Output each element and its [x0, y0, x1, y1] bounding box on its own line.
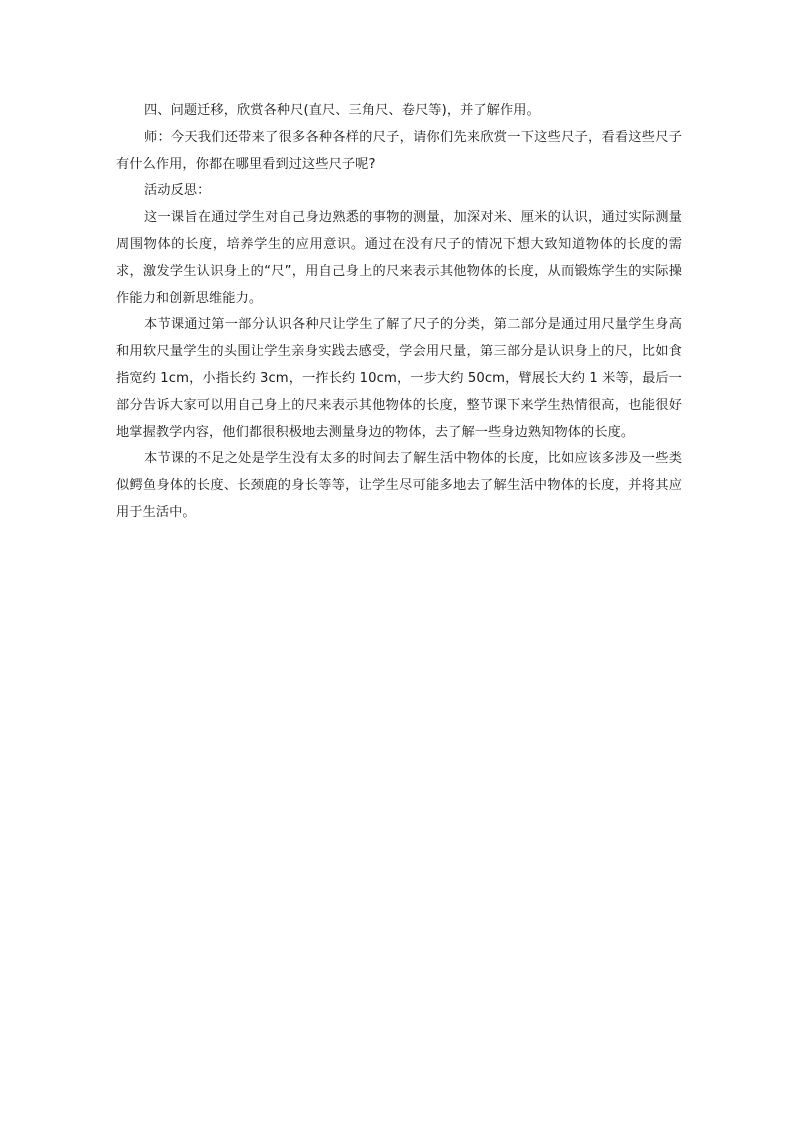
paragraph-reflection-purpose: 这一课旨在通过学生对自己身边熟悉的事物的测量，加深对米、厘米的认识，通过实际测量周围物体的长度，培养学生的应用意识。通过在没有尺子的情况下想大致知道物体的长度的需求，激发学生认识身上的“尺”，用自己身上的尺来表示其他物体的长度，从而锻炼学生的实际操作能力和创新思维能力。	[116, 210, 682, 306]
paragraph-reflection-heading: 活动反思：	[144, 183, 211, 199]
document-body	[116, 98, 682, 527]
paragraph-teacher-speech: 师：今天我们还带来了很多各种各样的尺子，请你们先来欣赏一下这些尺子，看看这些尺子有什么作用，你都在哪里看到过这些尺子呢?	[116, 129, 682, 172]
paragraph-shortcomings: 本节课的不足之处是学生没有太多的时间去了解生活中物体的长度，比如应该多涉及一些类似鳄鱼身体的长度、长颈鹿的身长等等，让学生尽可能多地去了解生活中物体的长度，并将其应用于生活中。	[116, 451, 682, 520]
paragraph-lesson-summary: 本节课通过第一部分认识各种尺让学生了解了尺子的分类，第二部分是通过用尺量学生身高和用软尺量学生的头围让学生亲身实践去感受，学会用尺量，第三部分是认识身上的尺，比如食指宽约 1cm，小指长约 3cm，一拃长约 10cm，一步大约 50cm，臂展长大约 1 米等，最后一部分告诉大家可以用自己身上的尺来表示其他物体的长度，整节课下来学生热情很高，也能很好地掌握教学内容，他们都很积极地去测量身边的物体，去了解一些身边熟知物体的长度。	[116, 317, 682, 440]
paragraph-problem-transfer: 四、问题迁移，欣赏各种尺(直尺、三角尺、卷尺等)，并了解作用。	[144, 103, 540, 118]
